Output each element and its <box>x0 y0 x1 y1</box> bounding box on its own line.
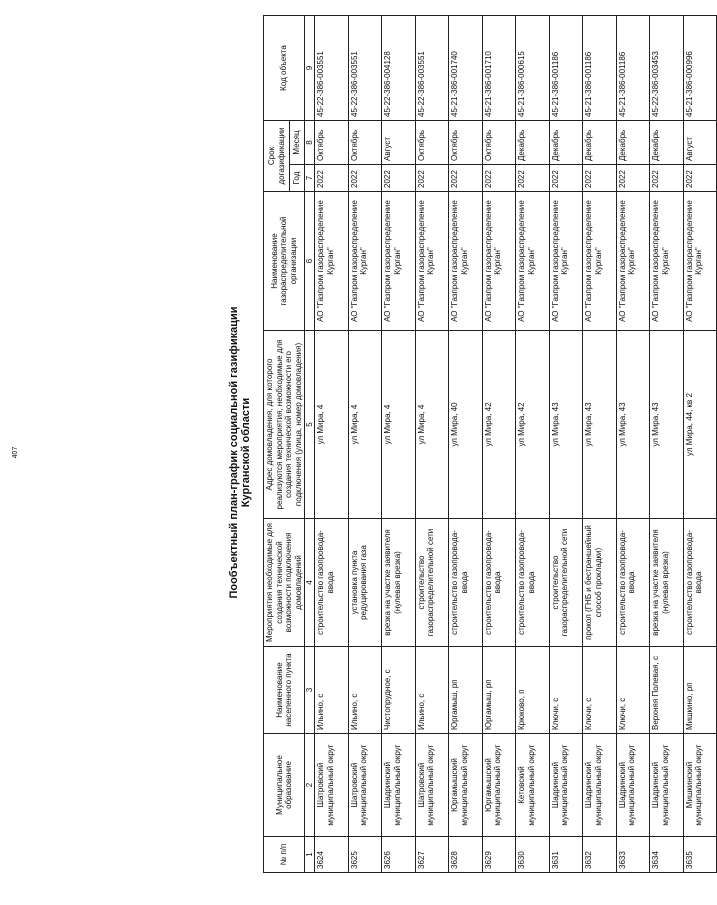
org-cell: АО "Газпром газораспределение Курган" <box>549 192 583 331</box>
col-number: 9 <box>305 15 315 120</box>
month-cell: Декабрь <box>583 120 617 164</box>
row-number-cell: 3635 <box>683 837 717 873</box>
object-code-cell: 45-21-386-001186 <box>583 15 617 120</box>
org-cell: АО "Газпром газораспределение Курган" <box>516 192 550 331</box>
table-row <box>449 15 483 872</box>
org-cell: АО "Газпром газораспределение Курган" <box>683 192 717 331</box>
month-cell: Август <box>683 120 717 164</box>
org-cell: АО "Газпром газораспределение Курган" <box>616 192 650 331</box>
address-cell: ул Мира, 44, кв 2 <box>683 331 717 519</box>
year-cell: 2022 <box>583 165 617 192</box>
header-municipality: Муниципальное образование <box>264 734 305 837</box>
object-code-cell: 45-21-386-001740 <box>449 15 483 120</box>
measure-cell: врезка на участке заявителя (нулевая врезка) <box>382 519 416 647</box>
year-cell: 2022 <box>650 165 684 192</box>
municipality-cell: Шатровский муниципальный округ <box>415 734 449 837</box>
municipality-cell: Шадринский муниципальный округ <box>583 734 617 837</box>
org-cell: АО "Газпром газораспределение Курган" <box>449 192 483 331</box>
month-cell: Декабрь <box>549 120 583 164</box>
month-cell: Декабрь <box>516 120 550 164</box>
measure-cell: врезка на участке заявителя (нулевая врезка) <box>650 519 684 647</box>
object-code-cell: 45-21-386-000615 <box>516 15 550 120</box>
settlement-cell: Крюково, п <box>516 647 550 734</box>
settlement-cell: Юргамыш, рп <box>482 647 516 734</box>
row-number-cell: 3632 <box>583 837 617 873</box>
table-row <box>315 15 349 872</box>
row-number-cell: 3624 <box>315 837 349 873</box>
table-row <box>516 15 550 872</box>
year-cell: 2022 <box>348 165 382 192</box>
year-cell: 2022 <box>549 165 583 192</box>
row-number-cell: 3628 <box>449 837 483 873</box>
row-number-cell: 3629 <box>482 837 516 873</box>
page-number: 407 <box>12 446 19 459</box>
settlement-cell: Ильино, с <box>315 647 349 734</box>
header-address: Адрес домовладения, для которого реализуются мероприятия, необходимые для создания технической возможности его подключения (улица, номер домовладения) <box>264 331 305 519</box>
object-code-cell: 45-22-386-003453 <box>650 15 684 120</box>
year-cell: 2022 <box>683 165 717 192</box>
address-cell: ул Мира, 4 <box>382 331 416 519</box>
col-number: 4 <box>305 519 315 647</box>
address-cell: ул Мира, 43 <box>583 331 617 519</box>
gasification-table <box>263 15 717 873</box>
month-cell: Октябрь <box>315 120 349 164</box>
year-cell: 2022 <box>315 165 349 192</box>
month-cell: Декабрь <box>616 120 650 164</box>
measure-cell: строительство газопровода-ввода <box>449 519 483 647</box>
header-settlement: Наименование населенного пункта <box>264 647 305 734</box>
settlement-cell: Чистопрудное, с <box>382 647 416 734</box>
year-cell: 2022 <box>516 165 550 192</box>
column-numbers-row <box>305 15 315 872</box>
address-cell: ул Мира, 43 <box>616 331 650 519</box>
object-code-cell: 45-21-386-001186 <box>616 15 650 120</box>
year-cell: 2022 <box>616 165 650 192</box>
org-cell: АО "Газпром газораспределение Курган" <box>650 192 684 331</box>
municipality-cell: Шадринский муниципальный округ <box>549 734 583 837</box>
org-cell: АО "Газпром газораспределение Курган" <box>348 192 382 331</box>
header-year: Год <box>290 165 305 192</box>
org-cell: АО "Газпром газораспределение Курган" <box>315 192 349 331</box>
municipality-cell: Шадринский муниципальный округ <box>382 734 416 837</box>
org-cell: АО "Газпром газораспределение Курган" <box>482 192 516 331</box>
measure-cell: строительство газопровода-ввода <box>315 519 349 647</box>
month-cell: Август <box>382 120 416 164</box>
address-cell: ул Мира, 43 <box>549 331 583 519</box>
measure-cell: строительство газопровода-ввода <box>683 519 717 647</box>
municipality-cell: Юргамышский муниципальный округ <box>449 734 483 837</box>
measure-cell: установка пункта редуцирования газа <box>348 519 382 647</box>
year-cell: 2022 <box>382 165 416 192</box>
col-number: 3 <box>305 647 315 734</box>
municipality-cell: Шатровский муниципальный округ <box>315 734 349 837</box>
settlement-cell: Ильино, с <box>348 647 382 734</box>
header-month: Месяц <box>290 120 305 164</box>
col-number: 7 <box>305 165 315 192</box>
month-cell: Октябрь <box>449 120 483 164</box>
object-code-cell: 45-21-386-001710 <box>482 15 516 120</box>
title-line-2: Курганской области <box>240 397 252 508</box>
address-cell: ул Мира, 4 <box>315 331 349 519</box>
header-deadline: Срок догазификации <box>264 120 290 191</box>
org-cell: АО "Газпром газораспределение Курган" <box>583 192 617 331</box>
settlement-cell: Ключи, с <box>616 647 650 734</box>
object-code-cell: 45-22-386-004128 <box>382 15 416 120</box>
object-code-cell: 45-21-386-001186 <box>549 15 583 120</box>
object-code-cell: 45-22-386-003551 <box>415 15 449 120</box>
settlement-cell: Юргамыш, рп <box>449 647 483 734</box>
address-cell: ул Мира, 42 <box>482 331 516 519</box>
settlement-cell: Ключи, с <box>549 647 583 734</box>
municipality-cell: Шадринский муниципальный округ <box>650 734 684 837</box>
col-number: 1 <box>305 837 315 873</box>
measure-cell: строительство газопровода-ввода <box>482 519 516 647</box>
address-cell: ул Мира, 42 <box>516 331 550 519</box>
row-number-cell: 3630 <box>516 837 550 873</box>
object-code-cell: 45-21-386-000996 <box>683 15 717 120</box>
month-cell: Октябрь <box>415 120 449 164</box>
year-cell: 2022 <box>482 165 516 192</box>
table-row <box>382 15 416 872</box>
municipality-cell: Юргамышский муниципальный округ <box>482 734 516 837</box>
table-row <box>650 15 684 872</box>
row-number-cell: 3627 <box>415 837 449 873</box>
settlement-cell: Ключи, с <box>583 647 617 734</box>
table-row <box>583 15 617 872</box>
address-cell: ул Мира, 4 <box>415 331 449 519</box>
measure-cell: строительство газопровода-ввода <box>616 519 650 647</box>
object-code-cell: 45-22-386-003551 <box>348 15 382 120</box>
municipality-cell: Мишкинский муниципальный округ <box>683 734 717 837</box>
address-cell: ул Мира, 43 <box>650 331 684 519</box>
row-number-cell: 3631 <box>549 837 583 873</box>
settlement-cell: Ильино, с <box>415 647 449 734</box>
org-cell: АО "Газпром газораспределение Курган" <box>382 192 416 331</box>
org-cell: АО "Газпром газораспределение Курган" <box>415 192 449 331</box>
measure-cell: строительство газопровода-ввода <box>516 519 550 647</box>
table-row <box>415 15 449 872</box>
header-num: № п/п <box>264 837 305 873</box>
table-row <box>482 15 516 872</box>
object-code-cell: 45-22-386-003551 <box>315 15 349 120</box>
year-cell: 2022 <box>415 165 449 192</box>
row-number-cell: 3633 <box>616 837 650 873</box>
month-cell: Октябрь <box>482 120 516 164</box>
address-cell: ул Мира, 4 <box>348 331 382 519</box>
col-number: 6 <box>305 192 315 331</box>
month-cell: Октябрь <box>348 120 382 164</box>
month-cell: Декабрь <box>650 120 684 164</box>
title-line-1: Пообъектный план-график социальной газификации <box>228 306 240 599</box>
measure-cell: строительство газораспределительной сети <box>415 519 449 647</box>
municipality-cell: Кетовский муниципальный округ <box>516 734 550 837</box>
row-number-cell: 3625 <box>348 837 382 873</box>
document-title <box>228 0 252 905</box>
municipality-cell: Шатровский муниципальный округ <box>348 734 382 837</box>
measure-cell: строительство газораспределительной сети <box>549 519 583 647</box>
table-row <box>348 15 382 872</box>
year-cell: 2022 <box>449 165 483 192</box>
measure-cell: прокол (ГНБ и бестраншейный способ прокладки) <box>583 519 617 647</box>
settlement-cell: Верхняя Полевая, с <box>650 647 684 734</box>
header-org: Наименование газораспределительной организации <box>264 192 305 331</box>
table-row <box>616 15 650 872</box>
col-number: 5 <box>305 331 315 519</box>
settlement-cell: Мишкино, рп <box>683 647 717 734</box>
address-cell: ул Мира, 40 <box>449 331 483 519</box>
col-number: 8 <box>305 120 315 164</box>
municipality-cell: Шадринский муниципальный округ <box>616 734 650 837</box>
table-row <box>683 15 717 872</box>
header-code: Код объекта <box>264 15 305 120</box>
row-number-cell: 3634 <box>650 837 684 873</box>
col-number: 2 <box>305 734 315 837</box>
header-measures: Мероприятия необходимые для создания технической возможности подключения домовладений <box>264 519 305 647</box>
row-number-cell: 3626 <box>382 837 416 873</box>
table-row <box>549 15 583 872</box>
